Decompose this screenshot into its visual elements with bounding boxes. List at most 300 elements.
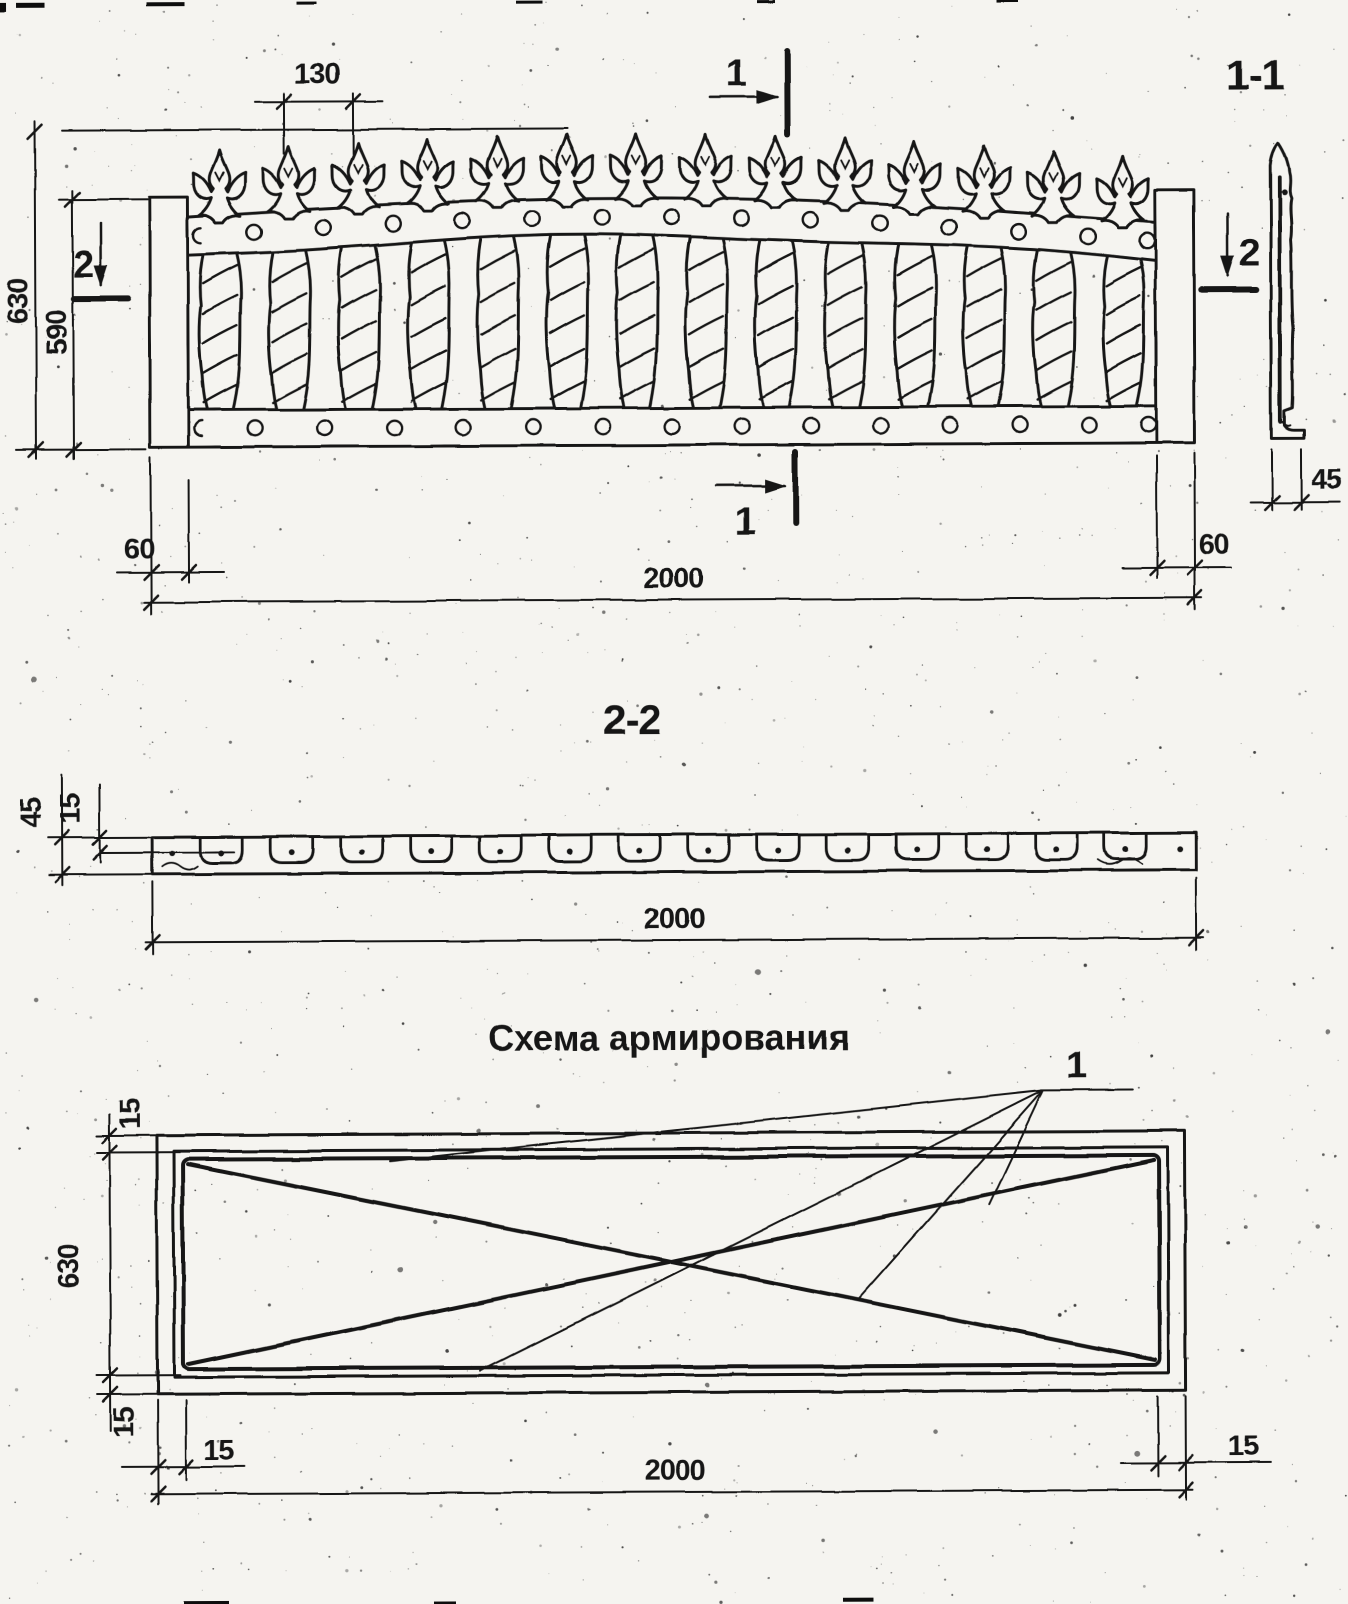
speckle	[692, 498, 694, 500]
speckle	[526, 537, 528, 539]
speckle	[618, 1322, 619, 1323]
speckle	[1338, 1060, 1339, 1061]
speckle	[940, 456, 941, 457]
speckle	[323, 318, 324, 319]
speckle	[758, 453, 762, 457]
speckle	[1083, 636, 1084, 637]
speckle	[147, 1041, 148, 1042]
speckle	[371, 915, 372, 916]
speckle	[463, 177, 464, 178]
speckle	[815, 698, 816, 699]
speckle	[1135, 822, 1137, 824]
section-2-2-label: 2-2	[602, 696, 661, 744]
speckle	[1226, 844, 1227, 845]
speckle	[528, 106, 529, 107]
speckle	[281, 931, 282, 932]
speckle	[1029, 1197, 1031, 1199]
speckle	[1186, 1115, 1189, 1118]
speckle	[1077, 802, 1078, 803]
speckle	[380, 1488, 381, 1489]
speckle	[702, 742, 703, 743]
speckle	[1125, 1298, 1127, 1300]
speckle	[805, 1002, 806, 1003]
speckle	[29, 545, 30, 546]
speckle	[311, 1355, 312, 1356]
speckle	[140, 284, 141, 285]
speckle	[25, 661, 28, 664]
speckle	[945, 1579, 947, 1581]
dim-scheme-height: 630	[52, 1243, 86, 1290]
speckle	[421, 475, 422, 476]
speckle	[694, 956, 695, 957]
speckle	[170, 556, 171, 557]
speckle	[255, 1235, 258, 1238]
speckle	[251, 810, 252, 811]
speckle	[985, 959, 986, 960]
speckle	[1045, 654, 1046, 655]
speckle	[234, 500, 236, 502]
speckle	[636, 1130, 637, 1131]
speckle	[307, 777, 309, 779]
speckle	[918, 571, 920, 573]
speckle	[1044, 955, 1045, 956]
speckle	[586, 740, 589, 743]
speckle	[1077, 466, 1079, 468]
speckle	[99, 21, 100, 22]
speckle	[268, 619, 270, 621]
speckle	[137, 1372, 139, 1374]
speckle	[457, 1097, 460, 1100]
speckle	[918, 1007, 921, 1010]
speckle	[468, 522, 471, 525]
speckle	[152, 741, 153, 742]
speckle	[64, 1188, 65, 1189]
speckle	[1338, 540, 1339, 541]
socket-dot	[1053, 846, 1059, 852]
speckle	[720, 1138, 721, 1139]
speckle	[1208, 960, 1209, 961]
socket-dot	[984, 847, 990, 853]
speckle	[190, 158, 192, 160]
speckle	[678, 1526, 681, 1529]
speckle	[1169, 1425, 1170, 1426]
speckle	[1293, 1464, 1294, 1465]
speckle	[5, 333, 8, 336]
speckle	[568, 1473, 570, 1475]
speckle	[945, 353, 946, 354]
speckle	[37, 1327, 38, 1328]
speckle	[1311, 1251, 1312, 1252]
speckle	[576, 633, 579, 636]
speckle	[647, 12, 649, 14]
speckle	[838, 1278, 839, 1279]
speckle	[150, 743, 151, 744]
speckle	[1030, 1544, 1031, 1545]
speckle	[653, 1279, 656, 1282]
speckle	[1188, 17, 1190, 19]
finial	[402, 139, 454, 211]
speckle	[545, 371, 546, 372]
speckle	[72, 988, 73, 989]
speckle	[1307, 1086, 1308, 1087]
speckle	[903, 551, 904, 552]
speckle	[1254, 1194, 1257, 1197]
speckle	[1066, 35, 1067, 36]
finial	[332, 142, 384, 214]
speckle	[1289, 1095, 1290, 1096]
dim-cover-left: 15	[203, 1434, 235, 1468]
speckle	[585, 913, 586, 914]
speckle	[331, 152, 333, 154]
speckle	[767, 1578, 769, 1580]
speckle	[1216, 1429, 1217, 1430]
speckle	[1197, 57, 1200, 60]
speckle	[463, 632, 464, 633]
speckle-blob	[755, 969, 761, 975]
speckle	[497, 563, 498, 564]
speckle	[117, 908, 119, 910]
speckle	[702, 1495, 704, 1497]
slat-profile-core	[1279, 177, 1280, 421]
reinforcement-title: Схема армирования	[488, 1016, 850, 1059]
speckle	[1163, 901, 1165, 903]
speckle	[132, 921, 133, 922]
speckle	[389, 120, 390, 121]
speckle	[1244, 405, 1245, 406]
speckle	[371, 1271, 373, 1273]
speckle	[507, 1388, 508, 1389]
dim-scheme-width: 2000	[644, 1454, 706, 1488]
speckle	[1151, 1110, 1153, 1112]
speckle	[458, 392, 460, 394]
speckle	[1013, 534, 1015, 536]
speckle	[110, 489, 113, 492]
speckle	[1300, 65, 1301, 66]
speckle	[708, 1574, 710, 1576]
speckle	[932, 161, 933, 162]
speckle	[383, 631, 384, 632]
speckle	[999, 615, 1000, 616]
speckle	[1161, 1140, 1162, 1141]
speckle	[1175, 1410, 1176, 1411]
speckle	[803, 279, 805, 281]
speckle	[1074, 1452, 1076, 1454]
speckle	[29, 1335, 30, 1336]
speckle	[910, 705, 912, 707]
speckle	[388, 642, 390, 644]
speckle	[677, 1358, 679, 1360]
dim-infill-height: 590	[40, 309, 74, 356]
speckle	[1148, 296, 1150, 298]
speckle	[188, 74, 190, 76]
speckle	[1053, 1601, 1054, 1602]
speckle	[1253, 751, 1256, 754]
speckle	[897, 1225, 898, 1226]
speckle	[140, 1137, 141, 1138]
slat-profile-outline	[1270, 143, 1304, 438]
speckle	[865, 689, 866, 690]
speckle	[692, 1523, 694, 1525]
speckle	[1009, 733, 1010, 734]
speckle	[1305, 691, 1307, 693]
speckle	[201, 107, 202, 108]
speckle	[607, 1226, 609, 1228]
speckle	[112, 371, 113, 372]
speckle	[224, 1201, 227, 1204]
speckle	[1166, 970, 1167, 971]
speckle	[1110, 1083, 1112, 1085]
speckle	[806, 67, 807, 68]
speckle	[659, 509, 661, 511]
speckle	[358, 657, 359, 658]
speckle	[1155, 546, 1156, 547]
speckle	[1287, 14, 1290, 17]
speckle	[622, 1546, 624, 1548]
speckle	[718, 687, 721, 690]
speckle	[691, 1300, 692, 1301]
speckle	[95, 1491, 97, 1493]
speckle	[140, 707, 142, 709]
cut-mark-1-bottom-label: 1	[735, 500, 757, 543]
speckle	[938, 1565, 939, 1566]
speckle	[560, 724, 561, 725]
speckle	[1194, 450, 1195, 451]
speckle	[294, 1383, 296, 1385]
speckle	[1261, 227, 1262, 228]
speckle	[1190, 55, 1193, 58]
speckle	[246, 1210, 249, 1213]
speckle	[1041, 532, 1042, 533]
speckle	[274, 488, 275, 489]
speckle	[691, 507, 692, 508]
speckle	[1303, 229, 1305, 231]
speckle	[897, 736, 898, 737]
speckle	[1141, 930, 1143, 932]
speckle	[391, 1571, 392, 1572]
speckle	[529, 69, 532, 72]
speckle	[1074, 1425, 1076, 1427]
speckle	[324, 555, 325, 556]
speckle	[1322, 1153, 1325, 1156]
speckle	[524, 819, 526, 821]
speckle	[758, 763, 759, 764]
speckle	[743, 18, 745, 20]
speckle	[545, 1283, 548, 1286]
speckle	[1244, 1568, 1245, 1569]
speckle	[560, 750, 561, 751]
speckle	[785, 876, 788, 879]
speckle	[198, 1513, 199, 1514]
speckle	[880, 1032, 881, 1033]
speckle	[823, 349, 824, 350]
speckle	[981, 536, 982, 537]
speckle	[1251, 1054, 1252, 1055]
speckle	[8, 1597, 9, 1598]
speckle	[739, 1266, 740, 1267]
speckle	[517, 598, 518, 599]
speckle	[562, 1278, 564, 1280]
speckle	[533, 45, 534, 46]
speckle	[931, 1137, 932, 1138]
speckle	[67, 629, 69, 631]
speckle	[719, 1600, 722, 1603]
speckle	[838, 1122, 840, 1124]
speckle	[89, 1156, 90, 1157]
speckle	[478, 879, 479, 880]
speckle	[843, 114, 844, 115]
speckle	[1334, 1155, 1337, 1158]
speckle	[1165, 600, 1166, 601]
speckle	[374, 195, 376, 197]
speckle	[473, 336, 474, 337]
speckle	[873, 715, 874, 716]
speckle	[582, 1307, 584, 1309]
dim-bar-thickness: 45	[14, 797, 48, 829]
speckle	[602, 58, 604, 60]
speckle	[495, 1508, 498, 1511]
speckle	[855, 1455, 857, 1457]
speckle	[1197, 396, 1198, 397]
speckle	[81, 611, 83, 613]
speckle	[70, 718, 72, 720]
speckle	[1243, 1191, 1244, 1192]
speckle	[1112, 1016, 1113, 1017]
speckle	[168, 1095, 170, 1097]
speckle-blob	[705, 1382, 710, 1387]
speckle	[883, 1583, 885, 1585]
speckle	[241, 597, 243, 599]
speckle	[768, 509, 769, 510]
speckle	[15, 1501, 17, 1503]
speckle	[1013, 1043, 1014, 1044]
speckle	[828, 42, 829, 43]
speckle	[503, 1362, 506, 1365]
speckle	[1279, 1039, 1281, 1041]
speckle	[898, 17, 899, 18]
speckle	[149, 1121, 150, 1122]
speckle	[936, 1343, 937, 1344]
speckle-blob	[1134, 1450, 1140, 1456]
finial	[749, 136, 801, 208]
speckle	[320, 460, 321, 461]
speckle	[135, 949, 136, 950]
speckle	[617, 828, 619, 830]
speckle	[849, 82, 850, 83]
speckle	[1040, 1244, 1041, 1245]
speckle	[870, 1178, 871, 1179]
speckle	[78, 1113, 79, 1114]
speckle	[49, 1429, 51, 1431]
speckle	[912, 1350, 914, 1352]
speckle	[764, 57, 766, 59]
speckle	[1286, 115, 1287, 116]
speckle	[84, 1199, 85, 1200]
speckle	[219, 1259, 220, 1260]
speckle	[287, 1214, 288, 1215]
speckle	[410, 61, 412, 63]
speckle	[409, 612, 410, 613]
speckle	[281, 53, 282, 54]
speckle	[1260, 605, 1263, 608]
speckle	[986, 773, 987, 774]
socket-dot	[845, 847, 851, 853]
speckle	[829, 110, 830, 111]
speckle	[560, 1325, 562, 1327]
speckle	[135, 1184, 137, 1186]
speckle	[735, 337, 736, 338]
speckle	[1017, 637, 1018, 638]
speckle	[142, 339, 143, 340]
speckle	[527, 974, 528, 975]
speckle	[1283, 1138, 1284, 1139]
speckle	[524, 44, 525, 45]
speckle	[531, 560, 532, 561]
speckle	[1003, 739, 1004, 740]
speckle	[393, 309, 395, 311]
speckle	[1291, 1129, 1293, 1131]
speckle	[26, 1128, 29, 1131]
speckle	[540, 623, 541, 624]
speckle	[940, 706, 941, 707]
speckle	[28, 217, 30, 219]
speckle	[1192, 538, 1193, 539]
speckle	[797, 815, 798, 816]
speckle	[340, 1007, 342, 1009]
speckle	[446, 478, 447, 479]
speckle	[1029, 886, 1031, 888]
speckle	[302, 1288, 303, 1289]
speckle	[992, 1555, 994, 1557]
speckle	[89, 1397, 90, 1398]
speckle	[699, 881, 700, 882]
speckle	[557, 1128, 559, 1130]
speckle	[1139, 157, 1140, 158]
speckle	[667, 540, 670, 543]
socket-dot	[706, 848, 712, 854]
speckle	[496, 972, 497, 973]
edge-mark	[517, 1, 543, 4]
speckle	[608, 483, 610, 485]
speckle	[1312, 977, 1314, 979]
speckle	[360, 728, 361, 729]
speckle	[677, 826, 679, 828]
speckle	[848, 574, 850, 576]
speckle	[1330, 1339, 1332, 1341]
speckle	[1021, 616, 1023, 618]
speckle	[503, 992, 505, 994]
speckle	[926, 447, 927, 448]
speckle	[288, 680, 291, 683]
speckle	[191, 184, 192, 185]
speckle	[913, 1346, 914, 1347]
speckle	[559, 608, 560, 609]
speckle	[880, 1246, 881, 1247]
socket-dot	[1123, 846, 1129, 852]
speckle	[55, 1009, 56, 1010]
speckle	[144, 1493, 145, 1494]
speckle	[634, 64, 635, 65]
speckle	[1241, 1348, 1244, 1351]
speckle	[952, 1594, 954, 1596]
speckle	[988, 534, 989, 535]
speckle	[689, 1339, 690, 1340]
speckle	[899, 39, 900, 40]
speckle	[875, 125, 876, 126]
speckle	[959, 282, 960, 283]
speckle	[1240, 379, 1241, 380]
speckle	[809, 148, 810, 149]
speckle	[423, 1444, 424, 1445]
